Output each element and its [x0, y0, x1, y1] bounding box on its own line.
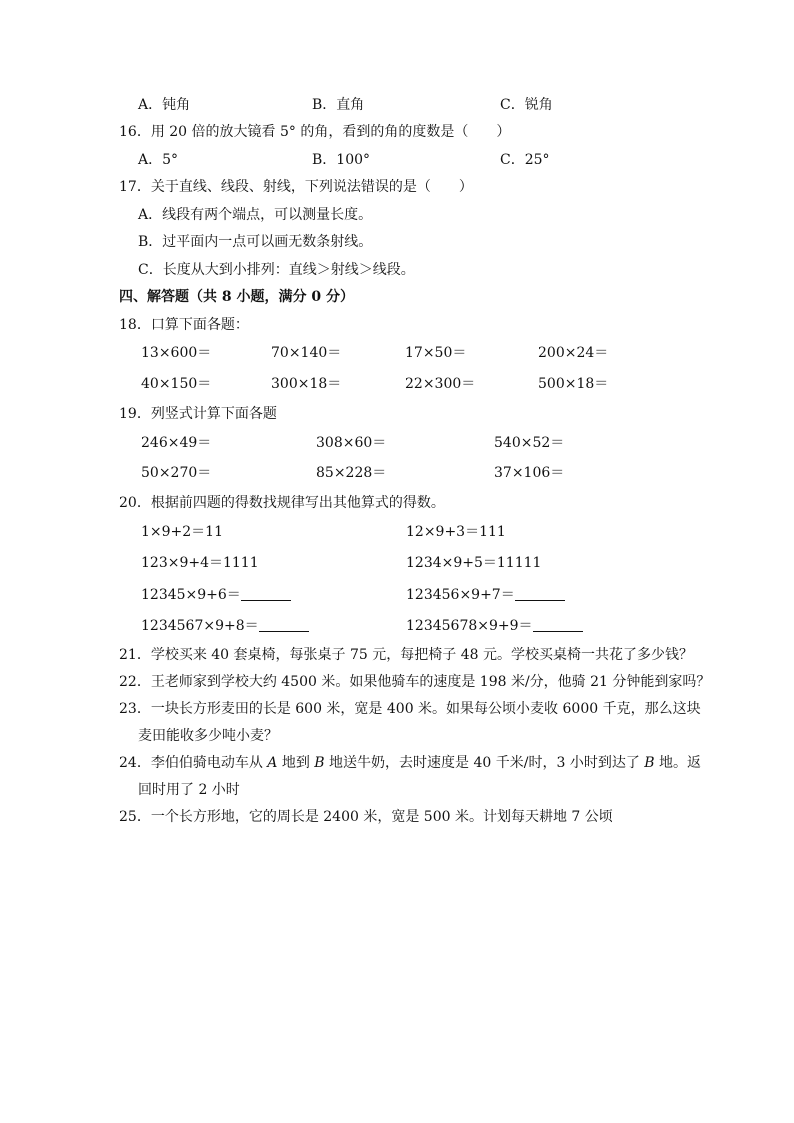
q16-option-b: B．100°	[312, 152, 371, 168]
answer-blank[interactable]	[241, 586, 291, 601]
q20-item-with-blank: 12345678×9+9＝	[406, 617, 583, 635]
q18-item: 70×140＝	[271, 345, 342, 361]
q19-item: 308×60＝	[316, 435, 387, 451]
q20-item: 123×9+4＝1111	[141, 555, 259, 571]
q24-line2: 回时用了 2 小时	[138, 782, 240, 798]
q19-item: 246×49＝	[141, 435, 212, 451]
q18-item: 500×18＝	[538, 376, 609, 392]
q17-option-a: A．线段有两个端点，可以测量长度。	[138, 207, 373, 223]
q24-line1: 24．李伯伯骑电动车从 A 地到 B 地送牛奶，去时速度是 40 千米/时，3 小时到达了 B 地。返	[119, 755, 702, 771]
answer-blank[interactable]	[515, 586, 565, 601]
q20-stem: 20．根据前四题的得数找规律写出其他算式的得数。	[119, 495, 445, 511]
q25-text: 25．一个长方形地，它的周长是 2400 米，宽是 500 米。计划每天耕地 7 公顷	[119, 809, 613, 825]
q18-item: 40×150＝	[141, 376, 212, 392]
q23-line2: 麦田能收多少吨小麦？	[138, 728, 278, 744]
q17-option-b: B．过平面内一点可以画无数条射线。	[138, 234, 373, 250]
q17-option-c: C．长度从大到小排列：直线＞射线＞线段。	[138, 262, 415, 278]
q19-item: 50×270＝	[141, 465, 212, 481]
q21-text: 21．学校买来 40 套桌椅，每张桌子 75 元，每把椅子 48 元。学校买桌椅一共花了多少钱？	[119, 647, 693, 663]
q23-line1: 23．一块长方形麦田的长是 600 米，宽是 400 米。如果每公顷小麦收 6000 千克，那么这块	[119, 701, 701, 717]
q18-stem: 18．口算下面各题：	[119, 317, 249, 333]
q20-item-with-blank: 1234567×9+8＝	[141, 617, 309, 635]
q18-item: 300×18＝	[271, 376, 342, 392]
q18-item: 13×600＝	[141, 345, 212, 361]
q20-item: 1×9+2＝11	[141, 524, 223, 540]
q15-option-a: A．钝角	[138, 97, 191, 113]
q18-item: 17×50＝	[405, 345, 467, 361]
q19-item: 85×228＝	[316, 465, 387, 481]
q16-stem: 16．用 20 倍的放大镜看 5° 的角，看到的角的度数是（ ）	[119, 124, 511, 140]
answer-blank[interactable]	[533, 617, 583, 632]
q20-item-with-blank: 12345×9+6＝	[141, 586, 291, 604]
q16-option-c: C．25°	[500, 152, 550, 168]
q15-option-b: B．直角	[312, 97, 365, 113]
section-title: 四、解答题（共 8 小题，满分 0 分）	[119, 289, 354, 305]
q18-item: 22×300＝	[405, 376, 476, 392]
q17-stem: 17．关于直线、线段、射线，下列说法错误的是（ ）	[119, 179, 473, 195]
q19-item: 540×52＝	[494, 435, 565, 451]
q20-item: 12×9+3＝111	[406, 524, 506, 540]
q22-text: 22．王老师家到学校大约 4500 米。如果他骑车的速度是 198 米/分，他骑 21 分钟能到家吗？	[119, 674, 711, 690]
q16-option-a: A．5°	[138, 152, 179, 168]
q20-item-with-blank: 123456×9+7＝	[406, 586, 565, 604]
q18-item: 200×24＝	[538, 345, 609, 361]
q19-stem: 19．列竖式计算下面各题	[119, 406, 277, 422]
q15-option-c: C．锐角	[500, 97, 553, 113]
answer-blank[interactable]	[259, 617, 309, 632]
q20-item: 1234×9+5＝11111	[406, 555, 542, 571]
q19-item: 37×106＝	[494, 465, 565, 481]
